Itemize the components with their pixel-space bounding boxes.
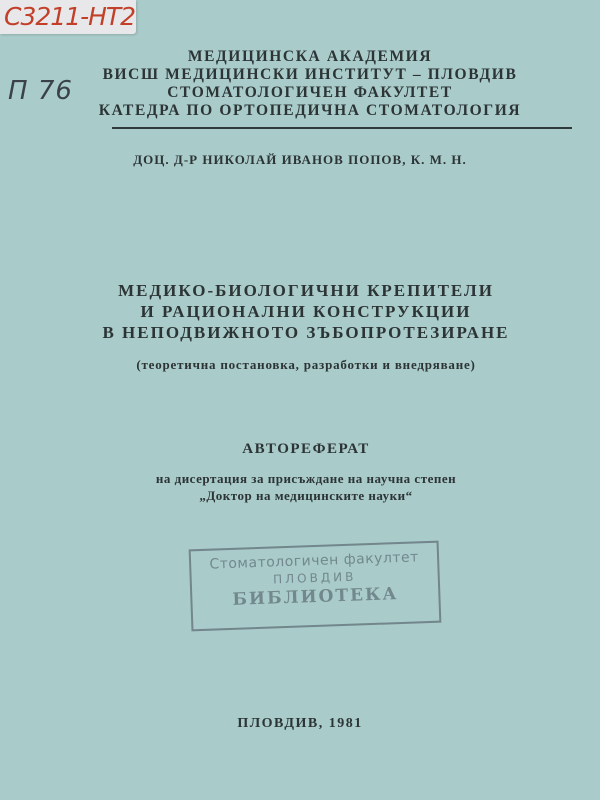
title-line: И РАЦИОНАЛНИ КОНСТРУКЦИИ xyxy=(140,302,472,321)
institution-line: МЕДИЦИНСКА АКАДЕМИЯ xyxy=(187,48,433,65)
publication-imprint: ПЛОВДИВ, 1981 xyxy=(237,716,363,731)
handwritten-shelf-mark: П 76 xyxy=(8,76,73,106)
stamp-library: БИБЛИОТЕКА xyxy=(232,584,399,610)
purpose-line: на дисертация за присъждане на научна степен xyxy=(155,471,457,486)
library-stamp xyxy=(189,541,442,632)
book-subtitle: (теоретична постановка, разработки и внедряване) xyxy=(136,357,476,372)
author-name: ДОЦ. Д-Р НИКОЛАЙ ИВАНОВ ПОПОВ, К. М. Н. xyxy=(133,152,467,167)
stamp-city: ПЛОВДИВ xyxy=(272,569,357,587)
header-divider xyxy=(112,127,572,129)
institution-line: КАТЕДРА ПО ОРТОПЕДИЧНА СТОМАТОЛОГИЯ xyxy=(98,102,522,119)
catalog-sticker xyxy=(0,0,136,34)
stamp-faculty: Стоматологичен факултет xyxy=(209,549,420,573)
dissertation-purpose xyxy=(16,470,596,504)
institution-line: СТОМАТОЛОГИЧЕН ФАКУЛТЕТ xyxy=(167,84,453,101)
institution-line: ВИСШ МЕДИЦИНСКИ ИНСТИТУТ – ПЛОВДИВ xyxy=(102,66,518,83)
institution-header xyxy=(20,48,600,120)
catalog-sticker-code: С3211-НТ2 xyxy=(4,2,136,31)
purpose-line: „Доктор на медицинските науки“ xyxy=(199,488,413,503)
title-line: МЕДИКО-БИОЛОГИЧНИ КРЕПИТЕЛИ xyxy=(118,281,494,300)
title-line: В НЕПОДВИЖНОТО ЗЪБОПРОТЕЗИРАНЕ xyxy=(102,323,510,342)
book-title xyxy=(16,280,596,343)
document-type: АВТОРЕФЕРАТ xyxy=(242,441,370,457)
